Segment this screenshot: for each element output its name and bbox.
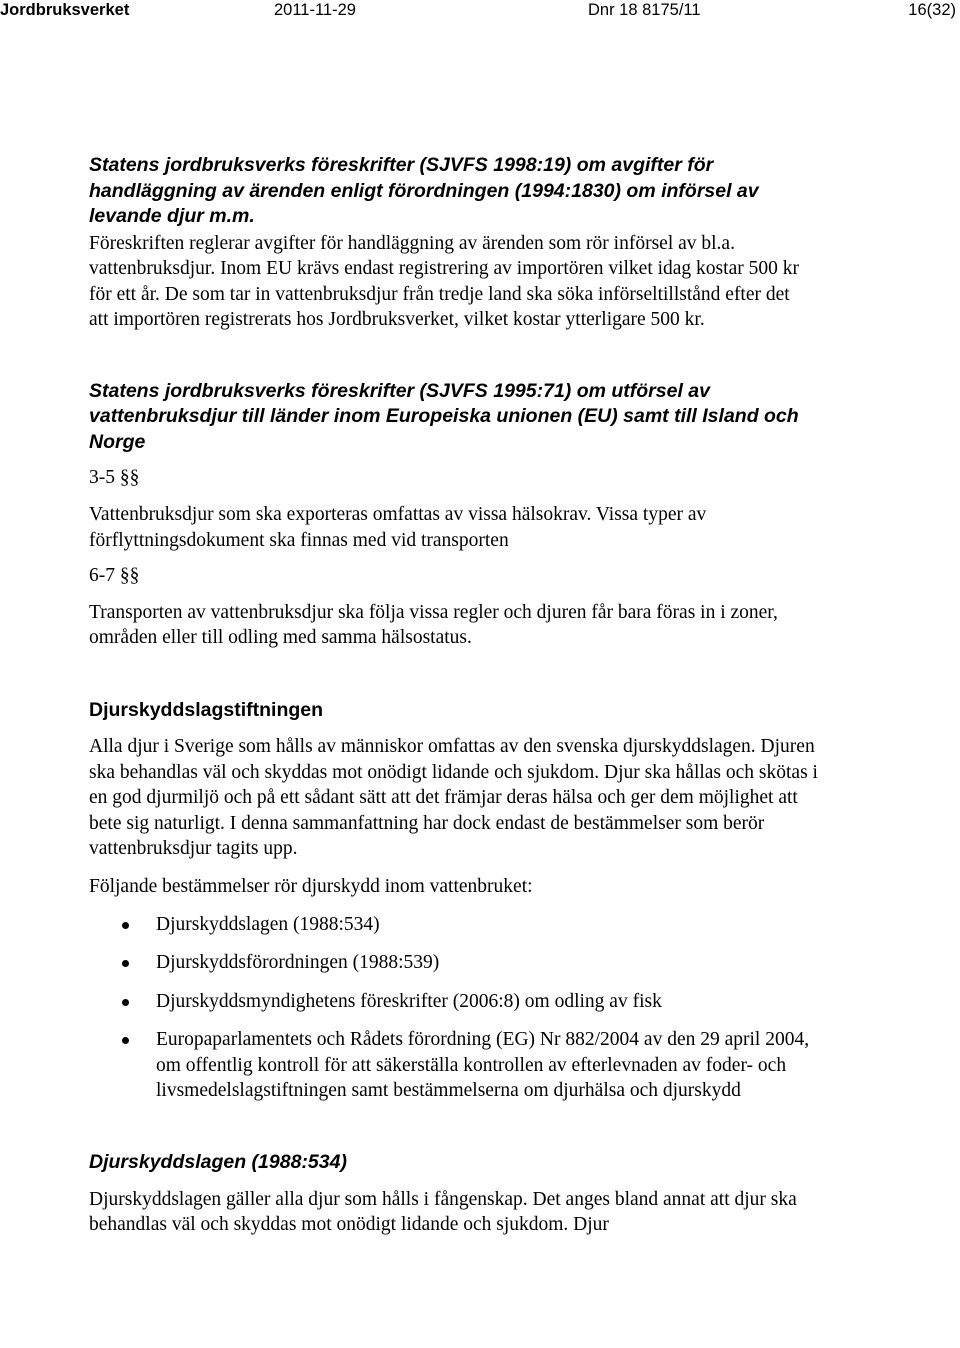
paragraph-reference-3-5: 3-5 §§: [89, 467, 140, 489]
header-date: 2011-11-29: [274, 1, 356, 19]
document-body: [89, 153, 824, 1238]
bullet-icon: [122, 999, 129, 1006]
paragraph-list-intro: Följande bestämmelser rör djurskydd inom vattenbruket:: [89, 875, 533, 897]
header-page-number: 16(32): [908, 1, 956, 19]
bullet-icon: [122, 1037, 129, 1044]
section-heading-sjvfs-1998-19: Statens jordbruksverks föreskrifter (SJVFS 1998:19) om avgifter för handläggning av ärenden enligt förordningen (1994:1830) om införsel av levande djur m.m.: [89, 154, 759, 227]
section-paragraph-sjvfs-1998-19: Föreskriften reglerar avgifter för handläggning av ärenden som rör införsel av bl.a. vattenbruksdjur. Inom EU krävs endast registrering av importören vilket idag kostar 500 kr för ett år. De som tar in vattenbruksdjur från tredje land ska söka införseltillstånd efter det att importören registrerats hos Jordbruksverket, vilket kostar ytterligare 500 kr.: [89, 232, 799, 331]
list-item: Djurskyddsmyndighetens föreskrifter (2006:8) om odling av fisk: [89, 989, 824, 1015]
paragraph-reference-6-7: 6-7 §§: [89, 565, 140, 587]
list-item: Djurskyddslagen (1988:534): [89, 912, 824, 938]
regulations-list: [89, 912, 824, 1105]
header-organization: Jordbruksverket: [0, 1, 130, 19]
bullet-icon: [122, 922, 129, 929]
bullet-icon: [122, 960, 129, 967]
paragraph-djurskyddslagen: Djurskyddslagen gäller alla djur som hålls i fångenskap. Det anges bland annat att djur ska behandlas väl och skyddas mot onödigt lidande och sjukdom. Djur: [89, 1188, 797, 1236]
header-dnr: Dnr 18 8175/11: [588, 1, 701, 19]
list-item: Europaparlamentets och Rådets förordning (EG) Nr 882/2004 av den 29 april 2004, om offentlig kontroll för att säkerställa kontrollen av efterlevnaden av foder- och livsmedelslagstiftningen samt bestämmelserna om djurhälsa och djurskydd: [89, 1027, 824, 1104]
paragraph-transport-rules: Transporten av vattenbruksdjur ska följa vissa regler och djuren får bara föras in i zoner, områden eller till odling med samma hälsostatus.: [89, 601, 778, 649]
list-item: Djurskyddsförordningen (1988:539): [89, 950, 824, 976]
section-heading-sjvfs-1995-71: Statens jordbruksverks föreskrifter (SJVFS 1995:71) om utförsel av vattenbruksdjur till länder inom Europeiska unionen (EU) samt till Island och Norge: [89, 379, 799, 453]
section-heading-djurskyddslagen: Djurskyddslagen (1988:534): [89, 1151, 347, 1174]
paragraph-animal-welfare: Alla djur i Sverige som hålls av människor omfattas av den svenska djurskyddslagen. Djuren ska behandlas väl och skyddas mot onödigt lidande och sjukdom. Djur ska hållas och skötas i en god djurmiljö och på ett sådant sätt att det främjar deras hälsa och ger dem möjlighet att bete sig naturligt. I denna sammanfattning har dock endast de bestämmelser som berör vattenbruksdjur tagits upp.: [89, 735, 818, 860]
paragraph-export-health: Vattenbruksdjur som ska exporteras omfattas av vissa hälsokrav. Vissa typer av förflyttningsdokument ska finnas med vid transporten: [89, 503, 707, 551]
page-header: [0, 0, 960, 28]
section-heading-djurskyddslagstiftningen: Djurskyddslagstiftningen: [89, 698, 324, 721]
